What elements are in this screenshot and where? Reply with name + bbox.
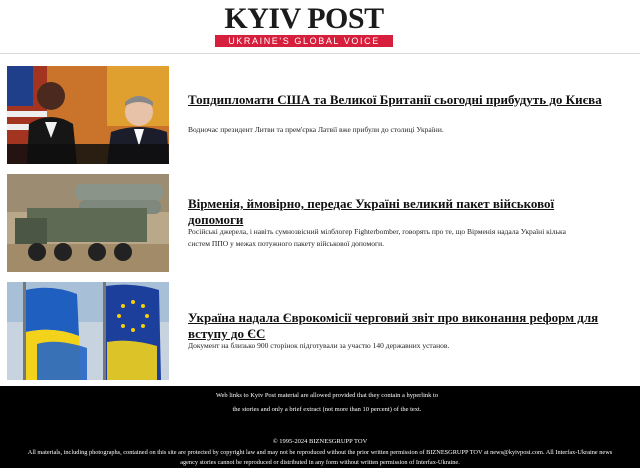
flags-photo (7, 282, 169, 380)
logo-wordmark: KYIV POST (224, 2, 384, 35)
article-2-photo[interactable] (7, 174, 169, 272)
article-3-title[interactable]: Україна надала Єврокомісії черговий звіт про виконання реформ для вступу до ЄС (188, 310, 599, 341)
site-header (0, 0, 640, 54)
article-1-title[interactable]: Топдипломати США та Великої Британії сьогодні прибудуть до Києва (188, 92, 602, 107)
article-1-photo[interactable] (7, 66, 169, 164)
article-2-description: Російські джерела, і навіть сумнозвісний мілблогер Fighterbomber, говорять про те, що Вірменія надала Україні кілька систем ППО у межах потужного пакету військової допомоги. (188, 227, 566, 248)
diplomats-photo (7, 66, 169, 164)
article-3-photo[interactable] (7, 282, 169, 380)
article-3-description: Документ на близько 900 сторінок підготували за участю 140 державних установ. (188, 341, 450, 350)
article-card-3[interactable] (7, 282, 607, 380)
article-card-2[interactable] (7, 174, 607, 272)
article-2-title[interactable]: Вірменія, ймовірно, передає Україні великий пакет військової допомоги (188, 196, 555, 227)
site-footer (0, 386, 640, 468)
logo-tagline: UKRAINE'S GLOBAL VOICE (215, 35, 393, 47)
footer-copyright: © 1995-2024 BIZNESGRUPP TOV (272, 438, 368, 445)
article-card-1[interactable] (7, 66, 607, 164)
footer-web-links-note: Web links to Kyiv Post material are allowed provided that they contain a hyperlink to the stories and only a brief extract (not more than 10 percent) of the text. (215, 392, 439, 413)
article-1-description: Водночас президент Литви та прем'єрка Латвії вже прибули до столиці України. (188, 125, 444, 134)
kyiv-post-logo[interactable] (214, 2, 394, 47)
air-defense-vehicle-photo (7, 174, 169, 272)
footer-rights-notice: All materials, including photographs, contained on this site are protected by copyright law and may not be reproduced without the prior written permission of BIZNESGRUPP TOV at news@kyivpost.com. All Interfax-Ukraine news agency stories cannot be reproduced or distributed in any form without written permission of Interfax-Ukraine. (27, 449, 613, 466)
